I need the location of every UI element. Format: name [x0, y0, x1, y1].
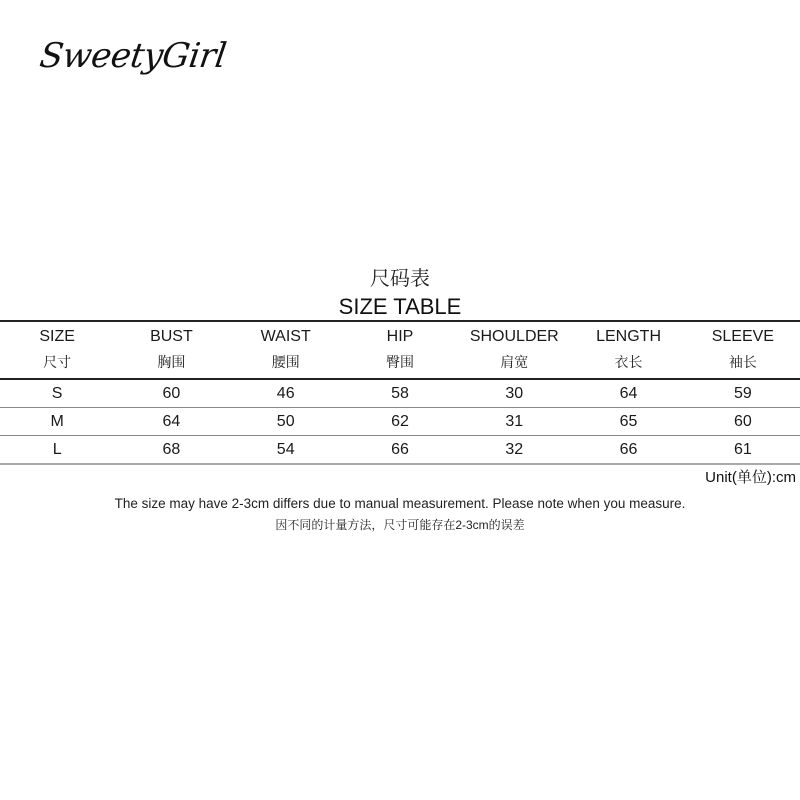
- header-length-cn: 衣长: [571, 352, 685, 379]
- header-shoulder: SHOULDER: [457, 321, 571, 352]
- table-cell: M: [0, 408, 114, 436]
- size-table: [0, 320, 800, 465]
- table-cell: 31: [457, 408, 571, 436]
- table-cell: 68: [114, 436, 228, 465]
- header-bust: BUST: [114, 321, 228, 352]
- header-hip: HIP: [343, 321, 457, 352]
- header-row-english: [0, 321, 800, 352]
- header-hip-cn: 臀围: [343, 352, 457, 379]
- table-cell: 58: [343, 379, 457, 408]
- table-cell: 65: [571, 408, 685, 436]
- table-row: [0, 408, 800, 436]
- table-cell: 64: [114, 408, 228, 436]
- header-waist-cn: 腰围: [229, 352, 343, 379]
- header-sleeve: SLEEVE: [686, 321, 800, 352]
- table-cell: 30: [457, 379, 571, 408]
- unit-label: Unit(单位):cm: [705, 469, 796, 486]
- title-chinese: 尺码表: [370, 268, 430, 290]
- table-cell: 54: [229, 436, 343, 465]
- measurement-note-chinese: 因不同的计量方法，尺寸可能存在2-3cm的误差: [275, 518, 525, 532]
- measurement-note-english: The size may have 2-3cm differs due to manual measurement. Please note when you measure.: [114, 496, 686, 511]
- table-cell: L: [0, 436, 114, 465]
- header-length: LENGTH: [571, 321, 685, 352]
- header-waist: WAIST: [229, 321, 343, 352]
- title-english: SIZE TABLE: [338, 294, 462, 319]
- header-shoulder-cn: 肩宽: [457, 352, 571, 379]
- table-cell: 59: [686, 379, 800, 408]
- table-cell: 66: [343, 436, 457, 465]
- table-cell: 60: [686, 408, 800, 436]
- table-cell: 66: [571, 436, 685, 465]
- table-row: [0, 379, 800, 408]
- header-bust-cn: 胸围: [114, 352, 228, 379]
- header-size: SIZE: [0, 321, 114, 352]
- table-cell: 46: [229, 379, 343, 408]
- header-sleeve-cn: 袖长: [686, 352, 800, 379]
- header-size-cn: 尺寸: [0, 352, 114, 379]
- table-cell: 61: [686, 436, 800, 465]
- table-cell: 60: [114, 379, 228, 408]
- table-cell: 50: [229, 408, 343, 436]
- table-cell: 32: [457, 436, 571, 465]
- table-cell: 64: [571, 379, 685, 408]
- brand-logo: SweetyGirl: [37, 36, 229, 76]
- header-row-chinese: [0, 352, 800, 379]
- table-row: [0, 436, 800, 465]
- table-cell: 62: [343, 408, 457, 436]
- table-cell: S: [0, 379, 114, 408]
